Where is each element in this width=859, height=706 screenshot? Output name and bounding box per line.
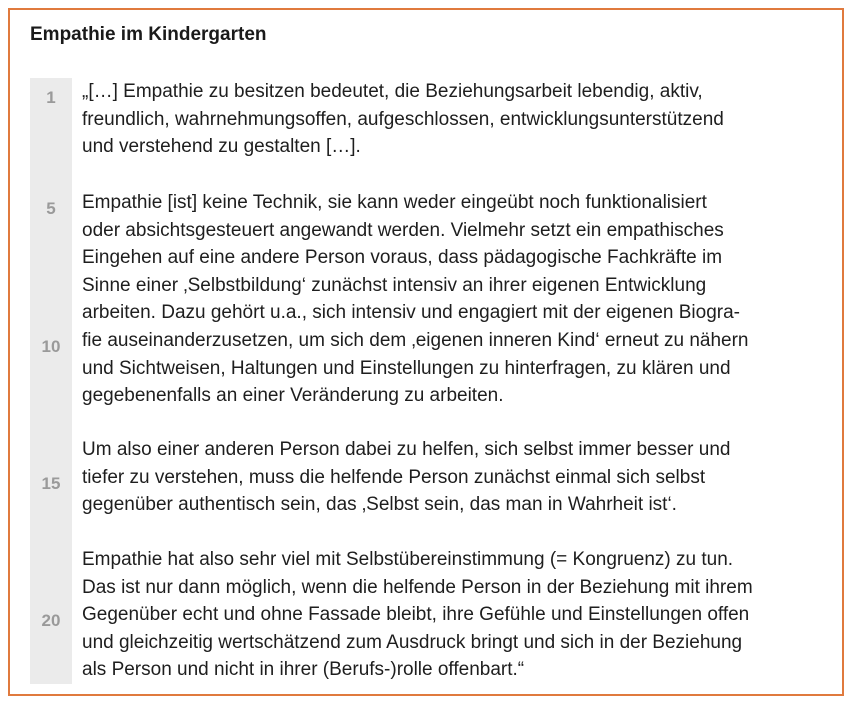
text-line: Um also einer anderen Person dabei zu helfen, sich selbst immer besser und [82, 439, 731, 460]
text-line: tiefer zu verstehen, muss die helfende Person zunächst einmal sich selbst [82, 466, 706, 488]
text-line: Empathie [ist] keine Technik, sie kann weder eingeübt noch funktionalisiert [82, 192, 707, 213]
line-number-1: 1 [46, 88, 56, 107]
line-number-gutter [30, 78, 72, 684]
text-line: gegebenenfalls an einer Veränderung zu arbeiten. [82, 385, 504, 407]
line-number-20: 20 [41, 611, 61, 630]
text-box [8, 8, 844, 696]
paragraph-1 [82, 78, 832, 161]
text-line: „[…] Empathie zu besitzen bedeutet, die Beziehungsarbeit lebendig, aktiv, [82, 81, 703, 102]
text-line: Sinne einer ‚Selbstbildung‘ zunächst intensiv an ihrer eigenen Entwicklung [82, 274, 707, 296]
text-line: Gegenüber echt und ohne Fassade bleibt, ihre Gefühle und Einstellungen offen [82, 604, 750, 626]
paragraph-2 [82, 189, 832, 410]
text-line: fie auseinanderzusetzen, um sich dem ‚eigenen inneren Kind‘ erneut zu nähern [82, 329, 749, 351]
box-title: Empathie im Kindergarten [30, 24, 267, 45]
text-line: Empathie hat also sehr viel mit Selbstübereinstimmung (= Kongruenz) zu tun. [82, 549, 734, 570]
line-number-15: 15 [41, 474, 61, 493]
paragraph-3 [82, 436, 832, 519]
text-line: Das ist nur dann möglich, wenn die helfende Person in der Beziehung mit ihrem [82, 576, 753, 598]
text-line: und verstehend zu gestalten […]. [82, 136, 361, 158]
line-number-5: 5 [46, 199, 56, 218]
text-line: Eingehen auf eine andere Person voraus, dass pädagogische Fachkräfte im [82, 247, 723, 269]
text-line: und gleichzeitig wertschätzend zum Ausdruck bringt und sich in der Beziehung [82, 631, 743, 653]
text-line: gegenüber authentisch sein, das ‚Selbst sein, das man in Wahrheit ist‘. [82, 494, 677, 516]
text-line: freundlich, wahrnehmungsoffen, aufgeschlossen, entwicklungsunterstützend [82, 108, 724, 130]
paragraph-4 [82, 546, 832, 684]
text-line: und Sichtweisen, Haltungen und Einstellungen zu hinterfragen, zu klären und [82, 357, 731, 379]
text-line: als Person und nicht in ihrer (Berufs-)rolle offenbart.“ [82, 659, 525, 681]
text-line: arbeiten. Dazu gehört u.a., sich intensiv und engagiert mit der eigenen Biogra- [82, 302, 741, 324]
text-line: oder absichtsgesteuert angewandt werden. Vielmehr setzt ein empathisches [82, 219, 724, 241]
line-number-10: 10 [41, 337, 61, 356]
